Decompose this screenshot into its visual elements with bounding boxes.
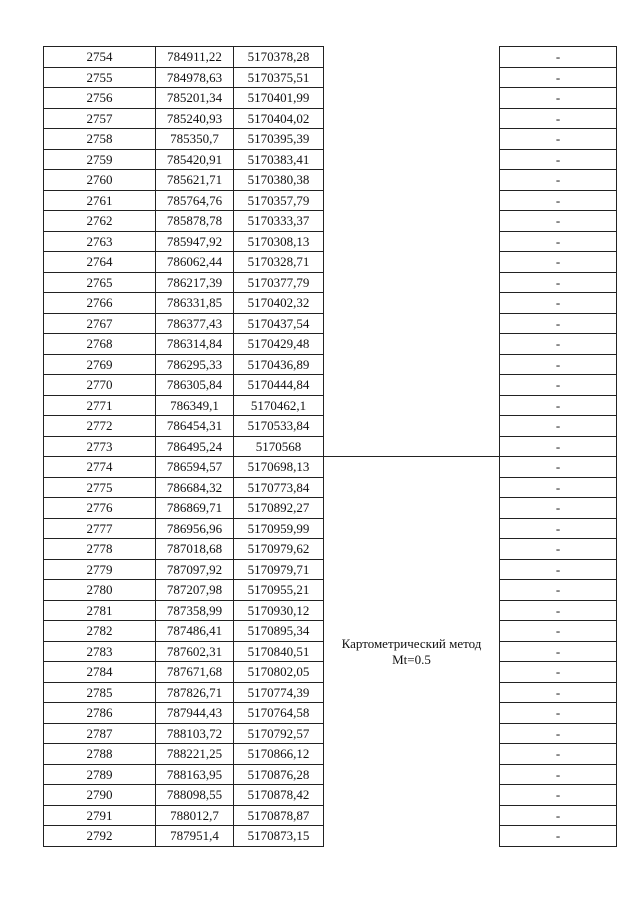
y-coordinate-cell: 5170866,12 bbox=[234, 744, 324, 765]
point-number-cell: 2766 bbox=[44, 293, 156, 314]
point-number-cell: 2771 bbox=[44, 395, 156, 416]
accuracy-value-cell: - bbox=[500, 723, 617, 744]
accuracy-value-cell: - bbox=[500, 477, 617, 498]
y-coordinate-cell: 5170437,54 bbox=[234, 313, 324, 334]
x-coordinate-cell: 786331,85 bbox=[156, 293, 234, 314]
point-number-cell: 2789 bbox=[44, 764, 156, 785]
accuracy-value-cell: - bbox=[500, 313, 617, 334]
accuracy-value-cell: - bbox=[500, 149, 617, 170]
x-coordinate-cell: 787097,92 bbox=[156, 559, 234, 580]
x-coordinate-cell: 787207,98 bbox=[156, 580, 234, 601]
y-coordinate-cell: 5170979,71 bbox=[234, 559, 324, 580]
y-coordinate-cell: 5170698,13 bbox=[234, 457, 324, 478]
y-coordinate-cell: 5170878,87 bbox=[234, 805, 324, 826]
x-coordinate-cell: 785621,71 bbox=[156, 170, 234, 191]
y-coordinate-cell: 5170568 bbox=[234, 436, 324, 457]
accuracy-value-cell: - bbox=[500, 621, 617, 642]
x-coordinate-cell: 785240,93 bbox=[156, 108, 234, 129]
y-coordinate-cell: 5170404,02 bbox=[234, 108, 324, 129]
accuracy-value-cell: - bbox=[500, 703, 617, 724]
accuracy-value-cell: - bbox=[500, 272, 617, 293]
point-number-cell: 2763 bbox=[44, 231, 156, 252]
accuracy-value-cell: - bbox=[500, 682, 617, 703]
point-number-cell: 2758 bbox=[44, 129, 156, 150]
point-number-cell: 2761 bbox=[44, 190, 156, 211]
x-coordinate-cell: 785201,34 bbox=[156, 88, 234, 109]
point-number-cell: 2767 bbox=[44, 313, 156, 334]
point-number-cell: 2764 bbox=[44, 252, 156, 273]
y-coordinate-cell: 5170357,79 bbox=[234, 190, 324, 211]
accuracy-value-cell: - bbox=[500, 47, 617, 68]
x-coordinate-cell: 786295,33 bbox=[156, 354, 234, 375]
x-coordinate-cell: 786684,32 bbox=[156, 477, 234, 498]
point-number-cell: 2788 bbox=[44, 744, 156, 765]
x-coordinate-cell: 788103,72 bbox=[156, 723, 234, 744]
x-coordinate-cell: 786869,71 bbox=[156, 498, 234, 519]
y-coordinate-cell: 5170764,58 bbox=[234, 703, 324, 724]
accuracy-value-cell: - bbox=[500, 539, 617, 560]
x-coordinate-cell: 785350,7 bbox=[156, 129, 234, 150]
y-coordinate-cell: 5170930,12 bbox=[234, 600, 324, 621]
x-coordinate-cell: 785947,92 bbox=[156, 231, 234, 252]
x-coordinate-cell: 786349,1 bbox=[156, 395, 234, 416]
y-coordinate-cell: 5170333,37 bbox=[234, 211, 324, 232]
x-coordinate-cell: 785878,78 bbox=[156, 211, 234, 232]
point-number-cell: 2785 bbox=[44, 682, 156, 703]
accuracy-value-cell: - bbox=[500, 375, 617, 396]
y-coordinate-cell: 5170402,32 bbox=[234, 293, 324, 314]
accuracy-value-cell: - bbox=[500, 170, 617, 191]
accuracy-value-cell: - bbox=[500, 436, 617, 457]
y-coordinate-cell: 5170878,42 bbox=[234, 785, 324, 806]
point-number-cell: 2760 bbox=[44, 170, 156, 191]
y-coordinate-cell: 5170380,38 bbox=[234, 170, 324, 191]
accuracy-value-cell: - bbox=[500, 211, 617, 232]
method-accuracy: Mt=0.5 bbox=[392, 651, 431, 667]
x-coordinate-cell: 784911,22 bbox=[156, 47, 234, 68]
x-coordinate-cell: 787944,43 bbox=[156, 703, 234, 724]
point-number-cell: 2759 bbox=[44, 149, 156, 170]
method-cell bbox=[324, 457, 500, 847]
point-number-cell: 2786 bbox=[44, 703, 156, 724]
coordinates-table-body bbox=[44, 47, 617, 847]
y-coordinate-cell: 5170462,1 bbox=[234, 395, 324, 416]
y-coordinate-cell: 5170401,99 bbox=[234, 88, 324, 109]
point-number-cell: 2756 bbox=[44, 88, 156, 109]
y-coordinate-cell: 5170533,84 bbox=[234, 416, 324, 437]
y-coordinate-cell: 5170308,13 bbox=[234, 231, 324, 252]
x-coordinate-cell: 786377,43 bbox=[156, 313, 234, 334]
point-number-cell: 2775 bbox=[44, 477, 156, 498]
y-coordinate-cell: 5170792,57 bbox=[234, 723, 324, 744]
coordinates-table bbox=[43, 46, 617, 847]
point-number-cell: 2778 bbox=[44, 539, 156, 560]
x-coordinate-cell: 788163,95 bbox=[156, 764, 234, 785]
point-number-cell: 2765 bbox=[44, 272, 156, 293]
point-number-cell: 2770 bbox=[44, 375, 156, 396]
method-label: Картометрический метод bbox=[341, 635, 482, 651]
accuracy-value-cell: - bbox=[500, 457, 617, 478]
x-coordinate-cell: 787671,68 bbox=[156, 662, 234, 683]
x-coordinate-cell: 787486,41 bbox=[156, 621, 234, 642]
point-number-cell: 2791 bbox=[44, 805, 156, 826]
y-coordinate-cell: 5170892,27 bbox=[234, 498, 324, 519]
accuracy-value-cell: - bbox=[500, 826, 617, 847]
y-coordinate-cell: 5170979,62 bbox=[234, 539, 324, 560]
point-number-cell: 2779 bbox=[44, 559, 156, 580]
x-coordinate-cell: 786314,84 bbox=[156, 334, 234, 355]
x-coordinate-cell: 785764,76 bbox=[156, 190, 234, 211]
x-coordinate-cell: 788012,7 bbox=[156, 805, 234, 826]
y-coordinate-cell: 5170840,51 bbox=[234, 641, 324, 662]
y-coordinate-cell: 5170383,41 bbox=[234, 149, 324, 170]
x-coordinate-cell: 786495,24 bbox=[156, 436, 234, 457]
x-coordinate-cell: 786062,44 bbox=[156, 252, 234, 273]
accuracy-value-cell: - bbox=[500, 805, 617, 826]
accuracy-value-cell: - bbox=[500, 190, 617, 211]
x-coordinate-cell: 786305,84 bbox=[156, 375, 234, 396]
point-number-cell: 2780 bbox=[44, 580, 156, 601]
accuracy-value-cell: - bbox=[500, 416, 617, 437]
accuracy-value-cell: - bbox=[500, 108, 617, 129]
point-number-cell: 2784 bbox=[44, 662, 156, 683]
accuracy-value-cell: - bbox=[500, 580, 617, 601]
accuracy-value-cell: - bbox=[500, 518, 617, 539]
accuracy-value-cell: - bbox=[500, 785, 617, 806]
accuracy-value-cell: - bbox=[500, 129, 617, 150]
y-coordinate-cell: 5170873,15 bbox=[234, 826, 324, 847]
point-number-cell: 2792 bbox=[44, 826, 156, 847]
accuracy-value-cell: - bbox=[500, 231, 617, 252]
accuracy-value-cell: - bbox=[500, 559, 617, 580]
x-coordinate-cell: 787602,31 bbox=[156, 641, 234, 662]
y-coordinate-cell: 5170429,48 bbox=[234, 334, 324, 355]
y-coordinate-cell: 5170444,84 bbox=[234, 375, 324, 396]
y-coordinate-cell: 5170378,28 bbox=[234, 47, 324, 68]
accuracy-value-cell: - bbox=[500, 395, 617, 416]
accuracy-value-cell: - bbox=[500, 252, 617, 273]
accuracy-value-cell: - bbox=[500, 293, 617, 314]
point-number-cell: 2762 bbox=[44, 211, 156, 232]
y-coordinate-cell: 5170959,99 bbox=[234, 518, 324, 539]
point-number-cell: 2781 bbox=[44, 600, 156, 621]
accuracy-value-cell: - bbox=[500, 67, 617, 88]
x-coordinate-cell: 788221,25 bbox=[156, 744, 234, 765]
point-number-cell: 2773 bbox=[44, 436, 156, 457]
y-coordinate-cell: 5170955,21 bbox=[234, 580, 324, 601]
accuracy-value-cell: - bbox=[500, 662, 617, 683]
table-row bbox=[44, 457, 617, 478]
x-coordinate-cell: 787951,4 bbox=[156, 826, 234, 847]
y-coordinate-cell: 5170328,71 bbox=[234, 252, 324, 273]
y-coordinate-cell: 5170895,34 bbox=[234, 621, 324, 642]
table-row bbox=[44, 47, 617, 68]
method-cell-empty bbox=[324, 47, 500, 457]
x-coordinate-cell: 788098,55 bbox=[156, 785, 234, 806]
x-coordinate-cell: 787358,99 bbox=[156, 600, 234, 621]
y-coordinate-cell: 5170436,89 bbox=[234, 354, 324, 375]
point-number-cell: 2755 bbox=[44, 67, 156, 88]
y-coordinate-cell: 5170876,28 bbox=[234, 764, 324, 785]
accuracy-value-cell: - bbox=[500, 744, 617, 765]
accuracy-value-cell: - bbox=[500, 354, 617, 375]
point-number-cell: 2774 bbox=[44, 457, 156, 478]
y-coordinate-cell: 5170774,39 bbox=[234, 682, 324, 703]
x-coordinate-cell: 787018,68 bbox=[156, 539, 234, 560]
y-coordinate-cell: 5170375,51 bbox=[234, 67, 324, 88]
accuracy-value-cell: - bbox=[500, 641, 617, 662]
point-number-cell: 2768 bbox=[44, 334, 156, 355]
y-coordinate-cell: 5170802,05 bbox=[234, 662, 324, 683]
point-number-cell: 2769 bbox=[44, 354, 156, 375]
y-coordinate-cell: 5170773,84 bbox=[234, 477, 324, 498]
accuracy-value-cell: - bbox=[500, 498, 617, 519]
point-number-cell: 2783 bbox=[44, 641, 156, 662]
point-number-cell: 2757 bbox=[44, 108, 156, 129]
x-coordinate-cell: 786217,39 bbox=[156, 272, 234, 293]
accuracy-value-cell: - bbox=[500, 600, 617, 621]
accuracy-value-cell: - bbox=[500, 88, 617, 109]
x-coordinate-cell: 784978,63 bbox=[156, 67, 234, 88]
y-coordinate-cell: 5170377,79 bbox=[234, 272, 324, 293]
accuracy-value-cell: - bbox=[500, 334, 617, 355]
point-number-cell: 2776 bbox=[44, 498, 156, 519]
x-coordinate-cell: 786454,31 bbox=[156, 416, 234, 437]
point-number-cell: 2782 bbox=[44, 621, 156, 642]
point-number-cell: 2754 bbox=[44, 47, 156, 68]
x-coordinate-cell: 785420,91 bbox=[156, 149, 234, 170]
x-coordinate-cell: 786956,96 bbox=[156, 518, 234, 539]
point-number-cell: 2787 bbox=[44, 723, 156, 744]
accuracy-value-cell: - bbox=[500, 764, 617, 785]
point-number-cell: 2777 bbox=[44, 518, 156, 539]
point-number-cell: 2772 bbox=[44, 416, 156, 437]
point-number-cell: 2790 bbox=[44, 785, 156, 806]
x-coordinate-cell: 787826,71 bbox=[156, 682, 234, 703]
x-coordinate-cell: 786594,57 bbox=[156, 457, 234, 478]
y-coordinate-cell: 5170395,39 bbox=[234, 129, 324, 150]
